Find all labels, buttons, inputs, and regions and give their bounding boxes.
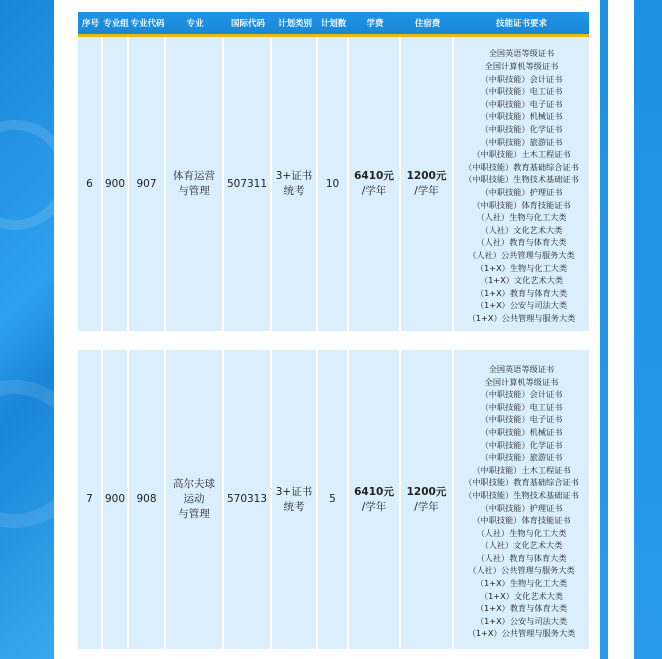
cert-item: 全国英语等级证书 — [488, 48, 555, 59]
cell-lodging — [401, 350, 454, 649]
cert-item: （1+X）公共管理与服务大类 — [467, 312, 576, 323]
cert-item: （中职技能）生物技术基础证书 — [464, 174, 579, 185]
cell-certs — [454, 350, 589, 649]
cell-code: 908 — [129, 350, 166, 649]
cert-item: （中职技能）机械证书 — [480, 111, 563, 122]
cell-group: 900 — [103, 37, 129, 331]
cert-item: （1+X）生物与化工大类 — [475, 262, 568, 273]
cert-item: （中职技能）机械证书 — [480, 426, 563, 437]
cert-item: （中职技能）会计证书 — [480, 73, 563, 84]
plan-type-line: 3+证书 — [275, 170, 313, 182]
cell-tuition — [349, 37, 401, 331]
cert-item: （人社）公共管理与服务大类 — [468, 565, 575, 576]
header-plan-type: 计划类别 — [277, 19, 312, 29]
cert-item: （人社）教育与体育大类 — [476, 552, 567, 563]
cert-item: （人社）文化艺术大类 — [480, 224, 563, 235]
lodging-unit: /学年 — [414, 500, 439, 513]
cell-seq: 6 — [78, 37, 103, 331]
plan-type-line: 统考 — [283, 500, 305, 513]
tuition-unit: /学年 — [361, 185, 387, 197]
cert-item: （中职技能）教育基础综合证书 — [464, 161, 579, 172]
header-code: 专业代码 — [130, 19, 165, 29]
background-right-decoration — [600, 0, 662, 659]
cert-item: （人社）生物与化工大类 — [476, 527, 567, 538]
cell-group: 900 — [103, 350, 129, 649]
tuition-amount: 6410元 — [354, 170, 394, 182]
cert-item: （中职技能）电子证书 — [480, 414, 563, 425]
cert-item: （中职技能）体育技能证书 — [472, 515, 571, 526]
background-left-decoration — [0, 0, 54, 659]
major-line: 与管理 — [178, 185, 210, 197]
cert-item: （1+X）文化艺术大类 — [479, 275, 564, 286]
lodging-amount: 1200元 — [406, 170, 447, 182]
cell-major — [166, 350, 224, 649]
cert-item: （人社）公共管理与服务大类 — [468, 249, 575, 260]
cert-item: 全国计算机等级证书 — [484, 376, 559, 387]
cert-item: （中职技能）教育基础综合证书 — [464, 477, 579, 488]
cert-item: （中职技能）体育技能证书 — [472, 199, 571, 210]
cert-item: （中职技能）旅游证书 — [480, 136, 563, 147]
lodging-unit: /学年 — [414, 185, 439, 197]
cell-intl-code: 570313 — [224, 350, 272, 649]
cert-item: （1+X）文化艺术大类 — [479, 590, 564, 601]
cell-plan-type — [272, 37, 318, 331]
cell-code: 907 — [129, 37, 166, 331]
header-lodging: 住宿费 — [414, 19, 441, 29]
lodging-amount: 1200元 — [406, 485, 447, 498]
cert-item: 全国计算机等级证书 — [484, 61, 559, 72]
cell-lodging — [401, 37, 454, 331]
header-tuition: 学费 — [366, 19, 384, 29]
table-row — [78, 350, 589, 649]
cert-item: （人社）生物与化工大类 — [476, 212, 567, 223]
enrollment-table-sheet — [54, 0, 600, 659]
header-plan-count: 计划数 — [320, 19, 347, 29]
tuition-amount: 6410元 — [354, 485, 394, 498]
cert-item: （1+X）生物与化工大类 — [475, 578, 568, 589]
plan-type-line: 统考 — [283, 185, 305, 197]
cert-item: （1+X）公共管理与服务大类 — [467, 628, 576, 639]
cert-item: （1+X）教育与体育大类 — [475, 603, 568, 614]
cell-certs — [454, 37, 589, 331]
major-line: 高尔夫球 — [173, 478, 215, 490]
cert-item: （中职技能）土木工程证书 — [472, 464, 571, 475]
cert-item: （中职技能）电工证书 — [480, 401, 563, 412]
cell-plan-count: 10 — [318, 37, 349, 331]
tuition-unit: /学年 — [361, 500, 387, 513]
major-line: 与管理 — [178, 508, 210, 520]
cert-item: （中职技能）电子证书 — [480, 98, 563, 109]
cert-item: （人社）文化艺术大类 — [480, 540, 563, 551]
cert-item: （1+X）公安与司法大类 — [475, 615, 568, 626]
header-major: 专业 — [186, 19, 204, 29]
header-intl-code: 国际代码 — [230, 19, 265, 29]
cert-item: （1+X）教育与体育大类 — [475, 287, 568, 298]
header-group: 专业组 — [103, 19, 129, 29]
cert-item: （中职技能）生物技术基础证书 — [464, 489, 579, 500]
cell-intl-code: 507311 — [224, 37, 272, 331]
table-row — [78, 37, 589, 331]
cell-plan-type — [272, 350, 318, 649]
cert-item: （中职技能）电工证书 — [480, 86, 563, 97]
cert-item: （中职技能）护理证书 — [480, 187, 563, 197]
table-header — [78, 12, 589, 37]
cert-item: （中职技能）旅游证书 — [480, 452, 563, 463]
cert-item: （1+X）公安与司法大类 — [475, 300, 568, 311]
plan-type-line: 3+证书 — [275, 485, 313, 498]
cert-item: （中职技能）化学证书 — [480, 439, 563, 450]
major-line: 运动 — [183, 493, 205, 505]
major-line: 体育运营 — [173, 170, 215, 182]
cert-item: （中职技能）会计证书 — [480, 389, 563, 400]
cert-item: （中职技能）护理证书 — [480, 502, 563, 513]
cell-major — [166, 37, 224, 331]
cert-item: （人社）教育与体育大类 — [476, 237, 567, 248]
cert-item: 全国英语等级证书 — [488, 363, 555, 374]
cell-tuition — [349, 350, 401, 649]
cert-item: （中职技能）化学证书 — [480, 124, 563, 135]
cert-item: （中职技能）土木工程证书 — [472, 149, 571, 160]
cell-plan-count: 5 — [318, 350, 349, 649]
header-seq: 序号 — [81, 19, 99, 29]
header-certs: 技能证书要求 — [495, 19, 547, 29]
cell-seq: 7 — [78, 350, 103, 649]
